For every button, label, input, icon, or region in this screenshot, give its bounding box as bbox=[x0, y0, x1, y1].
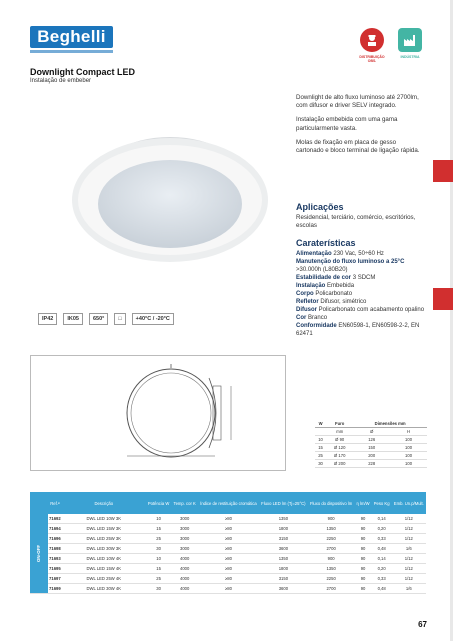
column-header: Temp. cor K bbox=[171, 492, 198, 514]
column-header: Fluxo LED lm (Tj=25°C) bbox=[259, 492, 308, 514]
dim-header: Dimensões mm bbox=[353, 420, 427, 428]
table-row: ON-OFF 71692 DWL LED 10W 3K 10 3000 ≥80 1350 900 90 0,14 1/12 bbox=[30, 514, 426, 524]
factory-icon bbox=[398, 28, 422, 52]
characteristics-list bbox=[296, 250, 428, 338]
characteristic-item: Alimentação 230 Vac, 50÷60 Hz bbox=[296, 251, 384, 257]
side-label: ON-OFF bbox=[30, 514, 48, 594]
applications-text: Residencial, terciário, comércio, escritórios, escolas bbox=[296, 214, 416, 230]
side-tab-marker bbox=[433, 288, 453, 310]
worker-icon bbox=[360, 28, 384, 52]
table-row: 10 Ø 90 126 100 bbox=[315, 436, 427, 444]
glow-wire-icon: 650° bbox=[89, 313, 108, 325]
characteristic-item: Refletor Difusor, simétrico bbox=[296, 299, 367, 305]
characteristic-item: Difusor Policarbonato com acabamento opalino bbox=[296, 307, 425, 313]
badge-label: DISTRIBUIÇÃO OBS. bbox=[359, 55, 385, 63]
table-row: 25 Ø 170 200 100 bbox=[315, 452, 427, 460]
class-ii-icon: □ bbox=[114, 313, 125, 325]
characteristic-item: Manutenção do fluxo luminoso a 25°C >30.000h (L80B20) bbox=[296, 259, 405, 273]
table-row: 71697 DWL LED 25W 4K 25 4000 ≥80 3150 2250 90 0,33 1/12 bbox=[30, 574, 426, 584]
ik-rating-icon: IK05 bbox=[63, 313, 83, 325]
column-header: Fluxo do dispositivo lm bbox=[308, 492, 355, 514]
column-header: Índice de restituição cromática bbox=[198, 492, 259, 514]
column-header: Emb. Un.p/Mult. bbox=[392, 492, 426, 514]
product-description bbox=[296, 94, 424, 161]
product-title: Downlight Compact LED bbox=[30, 67, 135, 77]
side-header bbox=[30, 492, 48, 514]
dimension-drawing-icon bbox=[31, 356, 285, 470]
applications-section bbox=[296, 202, 424, 230]
dim-subheader: H bbox=[390, 428, 427, 436]
badge-label: INDÚSTRIA bbox=[400, 55, 420, 59]
column-header: Ref.ª bbox=[48, 492, 62, 514]
column-header: Peso Kg bbox=[372, 492, 392, 514]
applications-title: Aplicações bbox=[296, 202, 344, 212]
product-photo bbox=[70, 120, 270, 280]
logo-underline bbox=[30, 50, 113, 53]
description-paragraph: Instalação embebida com uma gama particularmente vasta. bbox=[296, 116, 398, 132]
dim-subheader: mm bbox=[326, 428, 353, 436]
table-row: 71698 DWL LED 30W 3K 30 3000 ≥80 3600 2700 90 0,48 1/6 bbox=[30, 544, 426, 554]
dimensions-table bbox=[315, 420, 427, 468]
column-header: Potência W bbox=[146, 492, 172, 514]
column-header: Descrição bbox=[62, 492, 146, 514]
characteristics-title: Caraterísticas bbox=[296, 238, 356, 248]
description-paragraph: Molas de fixação em placa de gesso cartonado e bloco terminal de ligação rápida. bbox=[296, 138, 420, 155]
description-paragraph: Downlight de alto fluxo luminoso até 2700lm, com difusor e driver SELV integrado. bbox=[296, 94, 419, 110]
brand-logo: Beghelli bbox=[30, 26, 113, 48]
table-row: 15 Ø 120 150 100 bbox=[315, 444, 427, 452]
product-codes-table bbox=[30, 492, 426, 594]
dim-subheader: Ø bbox=[353, 428, 390, 436]
characteristics-section bbox=[296, 238, 428, 338]
page-number: 67 bbox=[418, 620, 427, 629]
technical-drawing bbox=[30, 355, 286, 471]
dim-header: Furo bbox=[326, 420, 353, 428]
product-subtitle: Instalação de embeber bbox=[30, 78, 92, 84]
characteristic-item: Instalação Embebida bbox=[296, 283, 355, 289]
characteristic-item: Estabilidade de cor 3 SDCM bbox=[296, 275, 376, 281]
ip-rating-icon: IP42 bbox=[38, 313, 57, 325]
table-row: 30 Ø 200 228 100 bbox=[315, 460, 427, 468]
side-tab-marker bbox=[433, 160, 453, 182]
certification-icons bbox=[38, 313, 174, 325]
table-header-row bbox=[30, 492, 426, 514]
dim-header: W bbox=[315, 420, 326, 428]
table-row: 71693 DWL LED 10W 4K 10 4000 ≥80 1350 900 90 0,14 1/12 bbox=[30, 554, 426, 564]
table-row: 71696 DWL LED 25W 3K 25 3000 ≥80 3150 2250 90 0,33 1/12 bbox=[30, 534, 426, 544]
temperature-range-icon: +40°C / -20°C bbox=[132, 313, 174, 325]
characteristic-item: Corpo Policarbonato bbox=[296, 291, 353, 297]
table-row: 71694 DWL LED 15W 3K 15 3000 ≥80 1800 1350 90 0,20 1/12 bbox=[30, 524, 426, 534]
table-row: 71695 DWL LED 15W 4K 15 4000 ≥80 1800 1350 90 0,20 1/12 bbox=[30, 564, 426, 574]
dim-subheader bbox=[315, 428, 326, 436]
column-header: η lm/W bbox=[354, 492, 371, 514]
table-row: 71699 DWL LED 30W 4K 30 4000 ≥80 3600 2700 90 0,48 1/6 bbox=[30, 584, 426, 594]
characteristic-item: Conformidade EN60598-1, EN60598-2-2, EN 62471 bbox=[296, 323, 420, 337]
characteristic-item: Cor Branco bbox=[296, 315, 328, 321]
